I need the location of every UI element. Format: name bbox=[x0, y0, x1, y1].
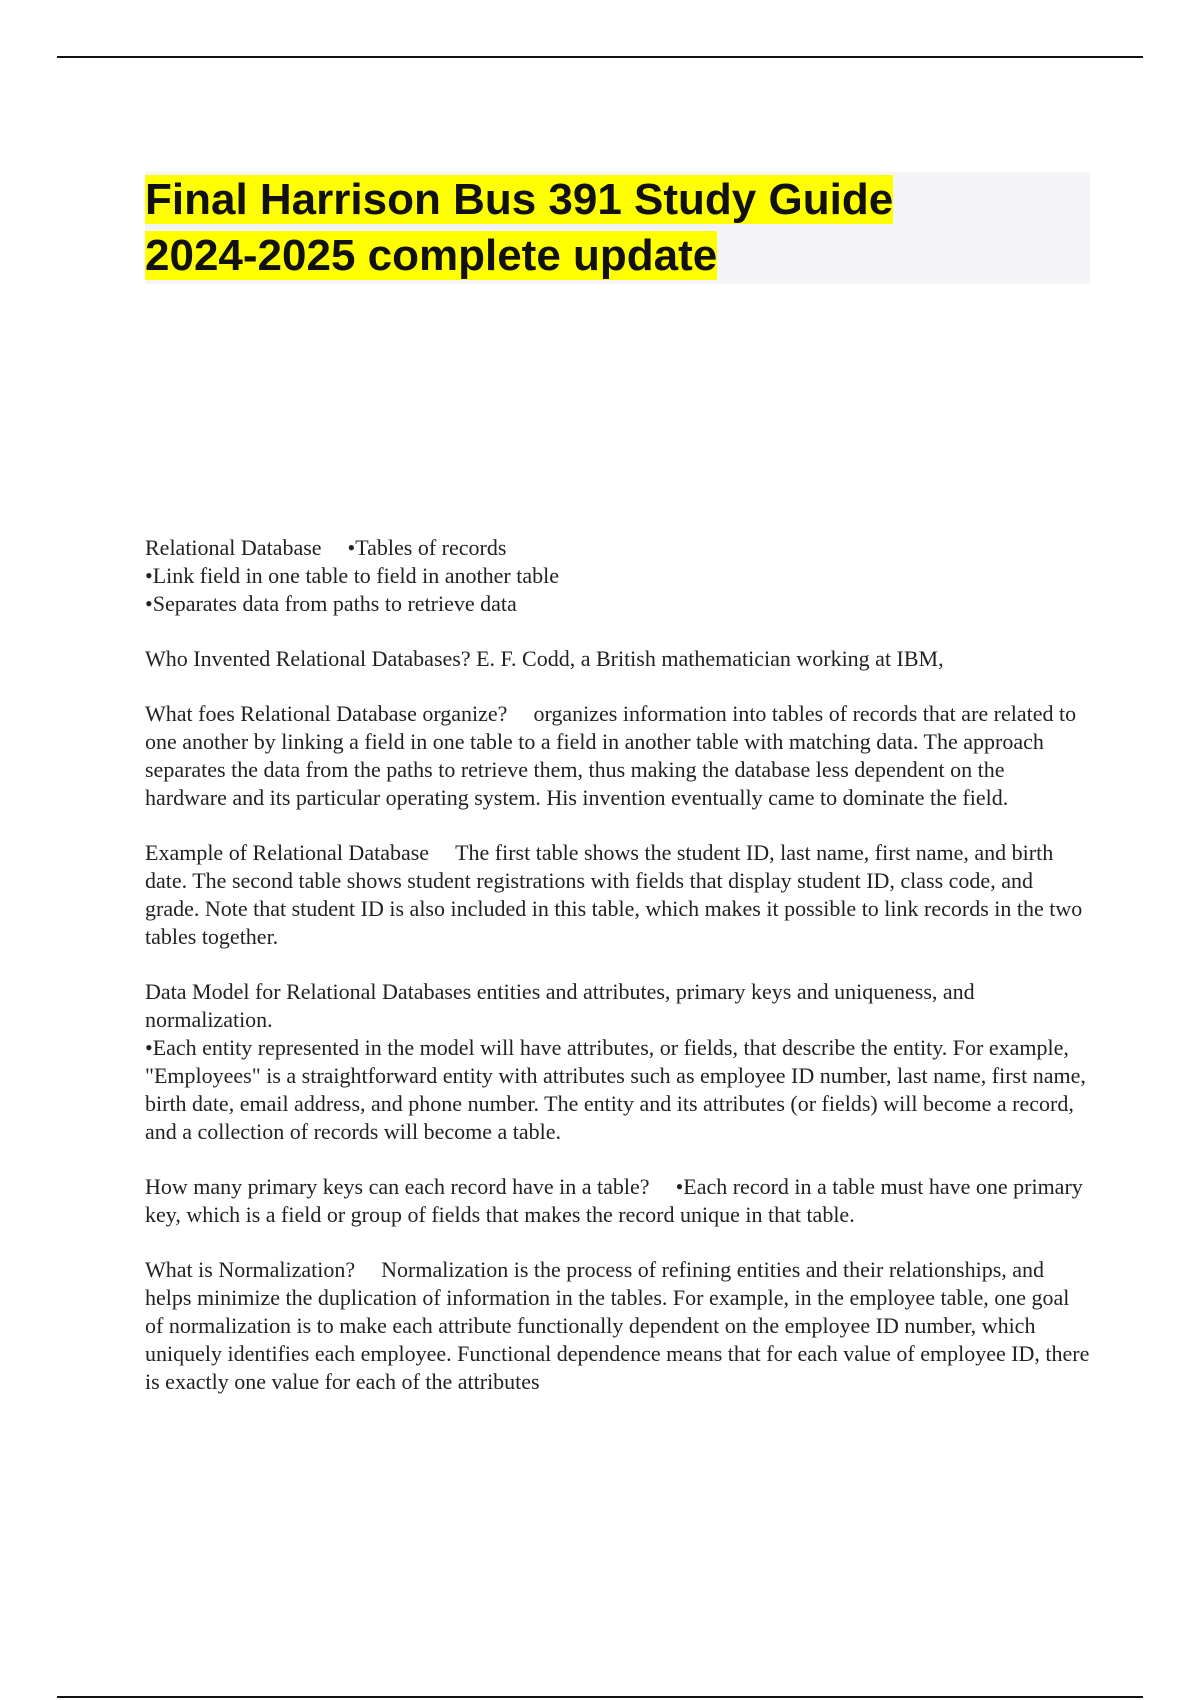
entry-definition: E. F. Codd, a British mathematician working at IBM, bbox=[476, 646, 944, 671]
qa-entry bbox=[145, 645, 1090, 673]
entry-term: What is Normalization? bbox=[145, 1257, 356, 1282]
qa-entry bbox=[145, 1173, 1090, 1229]
document-title bbox=[145, 172, 1090, 284]
entry-term: Relational Database bbox=[145, 535, 322, 560]
bullet-line: •Link field in one table to field in another table bbox=[145, 563, 559, 588]
entry-term: Data Model for Relational Databases bbox=[145, 979, 472, 1004]
entry-term: How many primary keys can each record have in a table? bbox=[145, 1174, 650, 1199]
title-line-1: Final Harrison Bus 391 Study Guide bbox=[145, 175, 894, 224]
entry-definition: •Each record in a table must have one primary key, which is a field or group of fields that makes the record unique in that table. bbox=[145, 1174, 1083, 1227]
entry-definition: •Tables of records bbox=[347, 535, 507, 560]
qa-entry bbox=[145, 534, 1090, 618]
qa-entry bbox=[145, 839, 1090, 951]
entry-definition: The first table shows the student ID, last name, first name, and birth date. The second table shows student registrations with fields that display student ID, class code, and grade. Note that student ID is also included in this table, which makes it possible to link records in the two tables together. bbox=[145, 840, 1083, 949]
top-rule bbox=[57, 56, 1143, 58]
bullet-line: •Separates data from paths to retrieve data bbox=[145, 591, 517, 616]
entry-definition: Normalization is the process of refining entities and their relationships, and helps minimize the duplication of information in the tables. For example, in the employee table, one goal of normalization is to make each attribute functionally dependent on the employee ID number, which uniquely identifies each employee. Functional dependence means that for each value of employee ID, there is exactly one value for each of the attributes bbox=[145, 1257, 1090, 1394]
entry-term: Example of Relational Database bbox=[145, 840, 430, 865]
qa-entry bbox=[145, 700, 1090, 812]
entry-definition: organizes information into tables of records that are related to one another by linking a field in one table to a field in another table with matching data. The approach separates the data from the paths to retrieve them, thus making the database less dependent on the hardware and its particular operating system. His invention eventually came to dominate the field. bbox=[145, 701, 1077, 810]
entry-term: What foes Relational Database organize? bbox=[145, 701, 508, 726]
study-guide-content bbox=[145, 534, 1090, 1423]
entry-definition: entities and attributes, primary keys and uniqueness, and normalization. bbox=[145, 979, 975, 1032]
qa-entry bbox=[145, 978, 1090, 1146]
title-line-2: 2024-2025 complete update bbox=[145, 231, 718, 280]
bullet-line: •Each entity represented in the model will have attributes, or fields, that describe the entity. For example, "Employees" is a straightforward entity with attributes such as employee ID number, last name, first name, birth date, email address, and phone number. The entity and its attributes (or fields) will become a record, and a collection of records will become a table. bbox=[145, 1035, 1086, 1144]
qa-entry bbox=[145, 1256, 1090, 1396]
bottom-rule bbox=[57, 1696, 1143, 1698]
entry-term: Who Invented Relational Databases? bbox=[145, 646, 471, 671]
